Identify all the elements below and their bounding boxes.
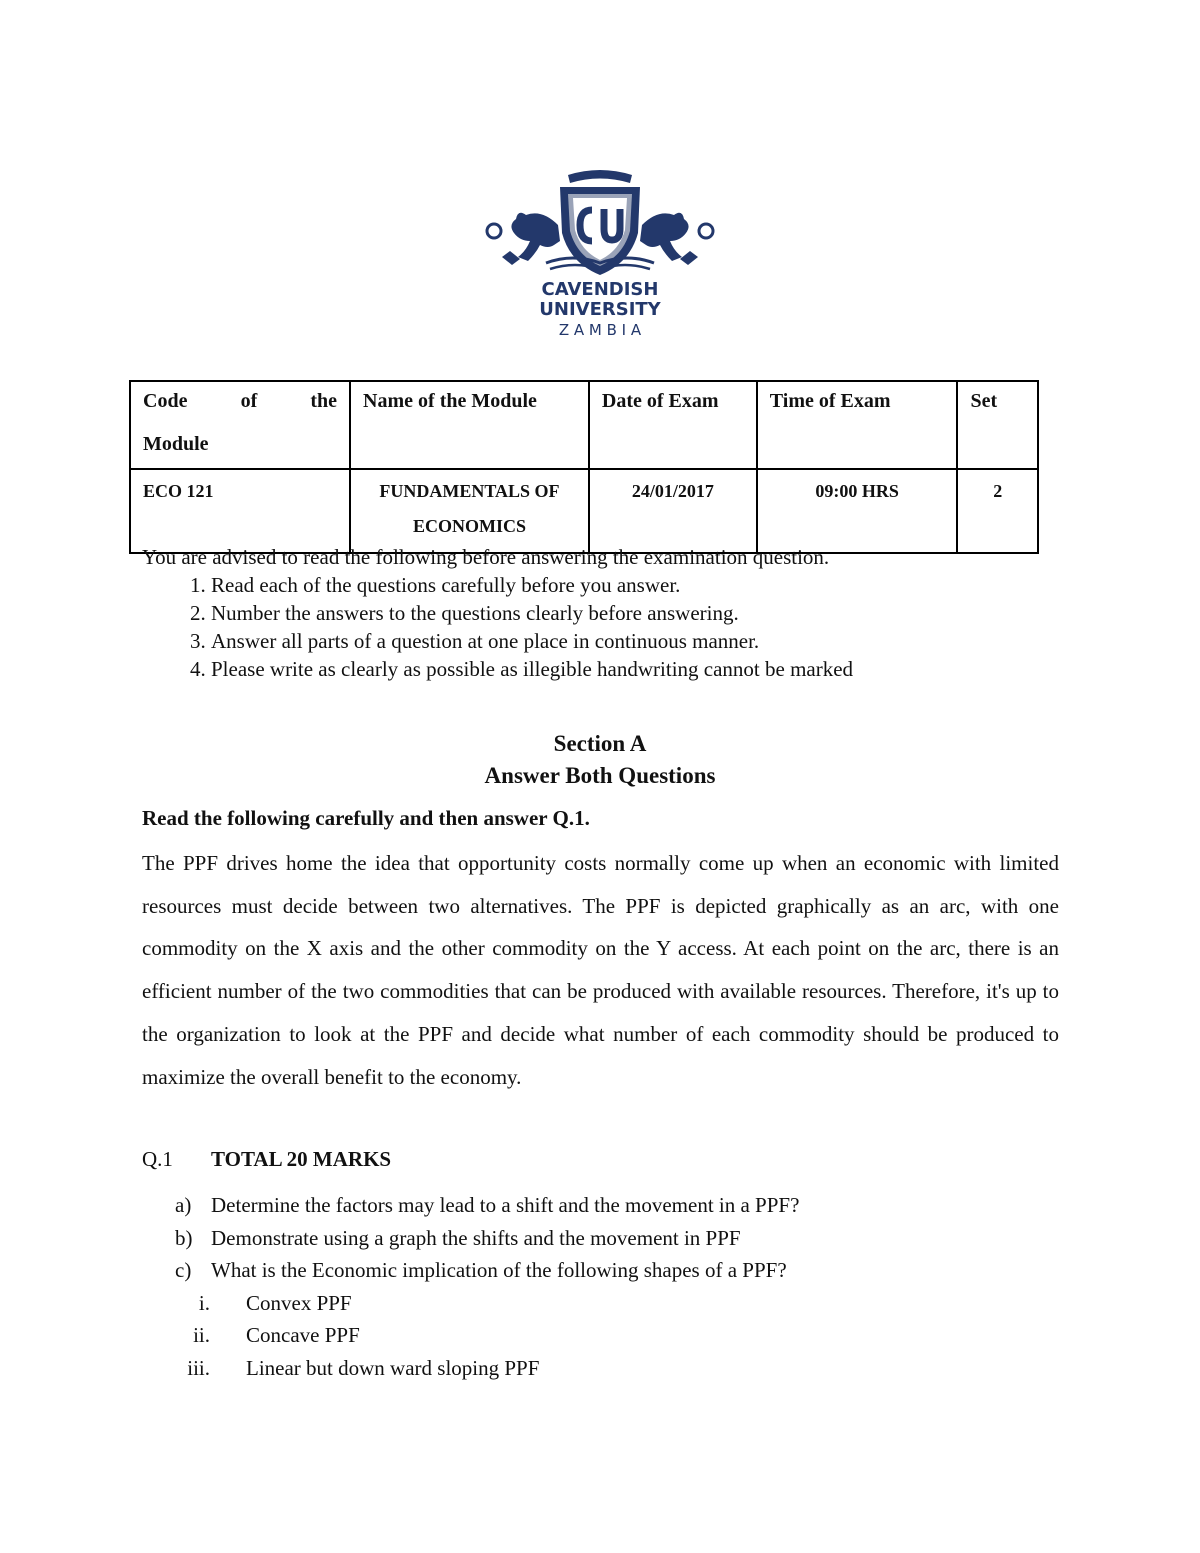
subpart-text: Linear but down ward sloping PPF: [246, 1355, 540, 1380]
cell-module-code: ECO 121: [130, 469, 350, 553]
part-text: What is the Economic implication of the following shapes of a PPF?: [211, 1258, 787, 1282]
table-row: [130, 469, 1038, 553]
part-marker: a): [175, 1193, 192, 1217]
university-logo: [480, 165, 720, 345]
advice-intro: You are advised to read the following before answering the examination question.: [142, 545, 830, 569]
list-item: 4. Please write as clearly as possible as illegible handwriting cannot be marked: [211, 655, 1042, 683]
list-item: [142, 1189, 1042, 1222]
part-text: Demonstrate using a graph the shifts and the movement in PPF: [211, 1225, 741, 1250]
subpart-text: Convex PPF: [246, 1290, 352, 1315]
list-item: [142, 1352, 1042, 1385]
section-heading: [0, 728, 1200, 792]
cell-exam-date: 24/01/2017: [589, 469, 757, 553]
cell-module-name: [350, 469, 589, 553]
header-code-of-module: [130, 381, 350, 469]
subpart-marker: i.: [198, 1290, 210, 1315]
cell-exam-time: 09:00 HRS: [757, 469, 958, 553]
question-1-parts: [142, 1189, 1042, 1384]
logo-text-line3: Z A M B I A: [558, 321, 642, 339]
subpart-text: Concave PPF: [246, 1323, 360, 1347]
list-item: 3. Answer all parts of a question at one place in continuous manner.: [211, 627, 1042, 655]
module-info-table: [129, 380, 1039, 554]
list-item: [142, 1287, 1042, 1320]
cell-module-name-line1: FUNDAMENTALS OF: [379, 481, 560, 501]
part-marker: b): [175, 1225, 193, 1250]
header-code-word1: Code: [143, 390, 188, 412]
header-time: Time of Exam: [757, 381, 958, 469]
header-date: Date of Exam: [589, 381, 757, 469]
subpart-marker: ii.: [193, 1323, 210, 1347]
header-module-name: Name of the Module: [350, 381, 589, 469]
list-item: 1. Read each of the questions carefully before you answer.: [211, 571, 1042, 599]
advice-list: [142, 571, 1042, 683]
list-item: [142, 1222, 1042, 1255]
cell-module-name-line2: ECONOMICS: [412, 516, 526, 536]
cell-set: 2: [957, 469, 1038, 553]
question-marks: TOTAL 20 MARKS: [211, 1147, 392, 1171]
exam-advice: [142, 543, 1042, 683]
reading-instruction: Read the following carefully and then answer Q.1.: [142, 806, 590, 830]
cavendish-crest-icon: [480, 165, 720, 345]
logo-text-line2: UNIVERSITY: [539, 299, 661, 320]
header-set: Set: [957, 381, 1038, 469]
list-item: 2. Number the answers to the questions clearly before answering.: [211, 599, 1042, 627]
header-code-word2: of: [240, 390, 258, 412]
table-header-row: [130, 381, 1038, 469]
part-marker: c): [175, 1258, 192, 1282]
list-item: [142, 1254, 1042, 1287]
part-text: Determine the factors may lead to a shift and the movement in a PPF?: [211, 1193, 800, 1217]
question-1-header: [142, 1147, 391, 1172]
header-code-word3: the: [310, 390, 338, 412]
ppf-passage: The PPF drives home the idea that opportunity costs normally come up when an economic with limited resources must decide between two alternatives. The PPF is depicted graphically as an arc, with one commodity on the X axis and the other commodity on the Y access. At each point on the arc, there is an efficient number of the two commodities that can be produced with available resources. Therefore, it's up to the organization to look at the PPF and decide what number of each commodity should be produced to maximize the overall benefit to the economy.: [142, 851, 1059, 1089]
header-code-word4: Module: [143, 433, 209, 455]
section-subtitle: Answer Both Questions: [484, 763, 716, 788]
logo-text-line1: CAVENDISH: [541, 279, 659, 300]
question-number: Q.1: [142, 1147, 173, 1171]
list-item: [142, 1319, 1042, 1352]
section-title: Section A: [553, 731, 647, 756]
subpart-marker: iii.: [187, 1355, 210, 1380]
